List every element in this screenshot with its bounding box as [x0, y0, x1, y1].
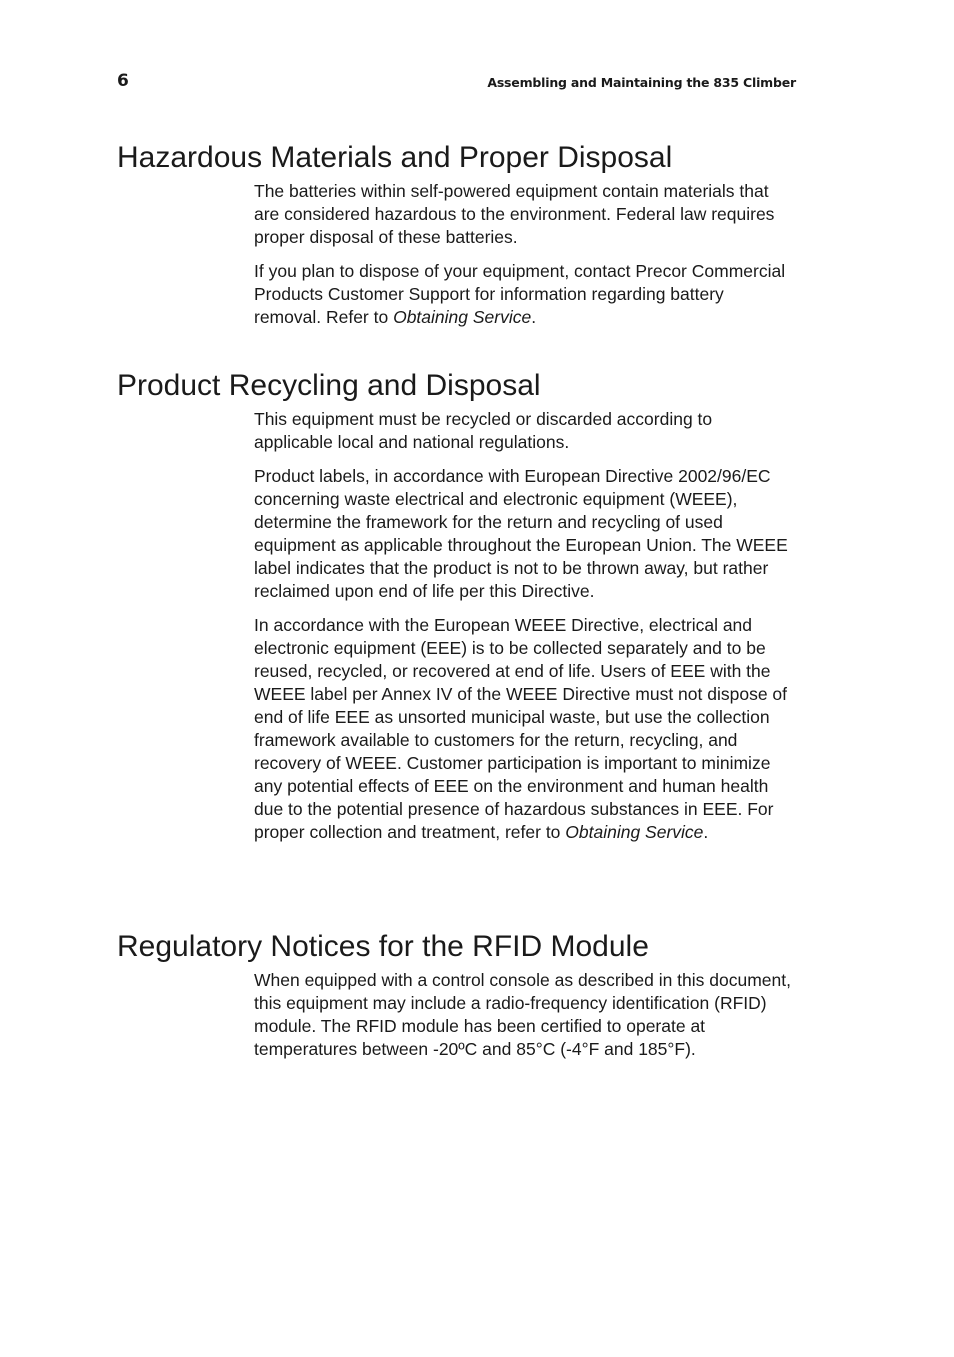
page-number: 6	[117, 71, 129, 91]
paragraph: Product labels, in accordance with European Directive 2002/96/EC concerning waste electrical and electronic equipment (WEEE), determine the framework for the return and recycling of used equipment as applicable throughout the European Union. The WEEE label indicates that the product is not to be thrown away, but rather reclaimed upon end of life per this Directive.	[254, 466, 788, 601]
cross-reference-obtaining-service[interactable]: Obtaining Service	[565, 822, 704, 842]
paragraph: This equipment must be recycled or discarded according to applicable local and national regulations.	[254, 409, 713, 452]
paragraph: In accordance with the European WEEE Directive, electrical and electronic equipment (EEE) is to be collected separately and to be reused, recycled, or recovered at end of life. Users of EEE with the WEEE label per Annex IV of the WEEE Directive must not dispose of end of life EEE as unsorted municipal waste, but use the collection framework available to customers for the return, recycling, and recovery of WEEE. Customer participation is important to minimize any potential effects of EEE on the environment and human health due to the potential presence of hazardous substances in EEE. For proper collection and treatment, refer to Obtaining Service.	[254, 615, 788, 842]
section-body	[254, 408, 794, 855]
cross-reference-obtaining-service[interactable]: Obtaining Service	[393, 307, 532, 327]
paragraph: When equipped with a control console as described in this document, this equipment may include a radio-frequency identification (RFID) module. The RFID module has been certified to operate at temperatures between -20ºC and 85°C (-4°F and 185°F).	[254, 970, 791, 1059]
paragraph: If you plan to dispose of your equipment, contact Precor Commercial Products Customer Support for information regarding battery removal. Refer to Obtaining Service.	[254, 261, 786, 327]
section-heading: Hazardous Materials and Proper Disposal	[117, 141, 673, 174]
running-header-title: Assembling and Maintaining the 835 Climber	[487, 75, 796, 90]
section-heading: Product Recycling and Disposal	[117, 369, 541, 402]
section-heading: Regulatory Notices for the RFID Module	[117, 930, 649, 963]
section-body	[254, 180, 794, 340]
section-body	[254, 969, 794, 1072]
paragraph: The batteries within self-powered equipment contain materials that are considered hazardous to the environment. Federal law requires proper disposal of these batteries.	[254, 181, 775, 247]
